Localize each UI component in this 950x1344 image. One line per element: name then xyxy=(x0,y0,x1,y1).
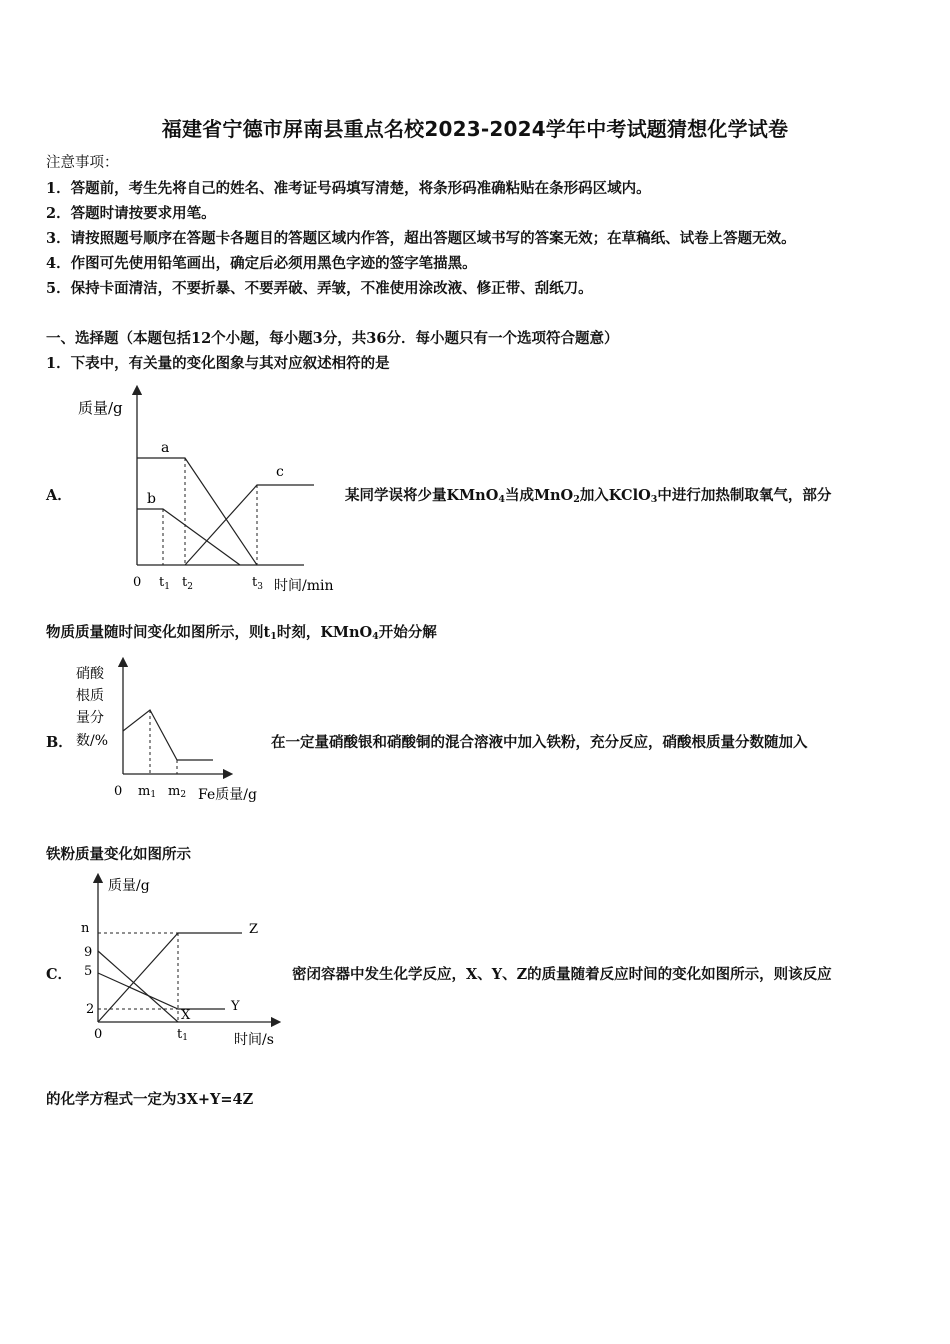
y-axis-label: 量分 xyxy=(76,710,104,726)
t1-label: $t_1$ xyxy=(159,575,170,592)
origin-label: 0 xyxy=(94,1027,103,1042)
origin-label: 0 xyxy=(114,784,123,799)
option-b-graph xyxy=(70,656,270,806)
label-c: c xyxy=(276,464,284,480)
m1-label: m1 xyxy=(138,784,157,800)
tick-n: n xyxy=(81,921,90,936)
label-b: b xyxy=(147,491,156,507)
question-1: 1．下表中，有关量的变化图象与其对应叙述相符的是 xyxy=(46,355,390,372)
option-b-label: B． xyxy=(46,734,73,751)
origin-label: 0 xyxy=(133,575,142,590)
option-c-text-cont: 的化学方程式一定为3X+Y=4Z xyxy=(46,1091,254,1108)
label-y: Y xyxy=(231,999,240,1014)
page-title: 福建省宁德市屏南县重点名校2023-2024学年中考试题猜想化学试卷 xyxy=(161,117,789,141)
label-z: Z xyxy=(249,922,259,937)
option-a-graph xyxy=(70,382,350,597)
y-axis-label: 质量/g xyxy=(108,878,150,894)
note-item: 5．保持卡面清洁，不要折暴、不要弄破、弄皱，不准使用涂改液、修正带、刮纸刀。 xyxy=(46,280,593,297)
option-c-graph xyxy=(74,870,290,1055)
curve-y xyxy=(98,973,225,1009)
curve-a xyxy=(137,458,257,565)
option-a-text: 某同学误将少量KMnO$_4$当成MnO$_2$加入KClO$_3$中进行加热制取氧气，部分 xyxy=(345,487,832,505)
option-a-label: A． xyxy=(46,487,72,504)
option-b-text-cont: 铁粉质量变化如图所示 xyxy=(46,846,191,863)
x-axis-label: 时间/s xyxy=(234,1032,274,1048)
t3-label: $t_3$ xyxy=(252,575,263,592)
notes-heading: 注意事项： xyxy=(46,155,119,171)
y-axis-label: 数/% xyxy=(76,733,109,749)
y-axis-label: 质量/g xyxy=(78,399,123,417)
label-a: a xyxy=(161,440,170,456)
note-item: 1．答题前，考生先将自己的姓名、准考证号码填写清楚，将条形码准确粘贴在条形码区域内。 xyxy=(46,180,651,197)
curve xyxy=(123,710,213,760)
label-x: X xyxy=(181,1008,191,1023)
note-item: 3．请按照题号顺序在答题卡各题目的答题区域内作答，超出答题区域书写的答案无效；在草稿纸、试卷上答题无效。 xyxy=(46,230,796,247)
option-b-text: 在一定量硝酸银和硝酸铜的混合溶液中加入铁粉，充分反应，硝酸根质量分数随加入 xyxy=(271,734,808,751)
note-item: 4．作图可先使用铅笔画出，确定后必须用黑色字迹的签字笔描黑。 xyxy=(46,255,477,272)
x-axis-label: 时间/min xyxy=(274,578,334,594)
note-item: 2．答题时请按要求用笔。 xyxy=(46,205,216,222)
t2-label: $t_2$ xyxy=(182,575,193,592)
option-c-label: C． xyxy=(46,966,73,983)
tick-2: 2 xyxy=(86,1002,95,1017)
tick-5: 5 xyxy=(84,964,93,979)
x-axis-label: Fe质量/g xyxy=(198,787,257,803)
option-a-text-cont: 物质质量随时间变化如图所示，则$t_1$时刻，KMnO$_4$开始分解 xyxy=(46,624,437,642)
y-axis-label: 硝酸 xyxy=(76,666,104,682)
y-axis-label: 根质 xyxy=(76,688,104,704)
tick-9: 9 xyxy=(84,945,93,960)
section-heading: 一、选择题（本题包括12个小题，每小题3分，共36分．每小题只有一个选项符合题意） xyxy=(46,330,619,347)
m2-label: m2 xyxy=(168,784,187,800)
option-c-text: 密闭容器中发生化学反应，X、Y、Z的质量随着反应时间的变化如图所示，则该反应 xyxy=(292,966,832,983)
curve-x xyxy=(98,951,178,1022)
t1-label: t1 xyxy=(177,1027,188,1043)
